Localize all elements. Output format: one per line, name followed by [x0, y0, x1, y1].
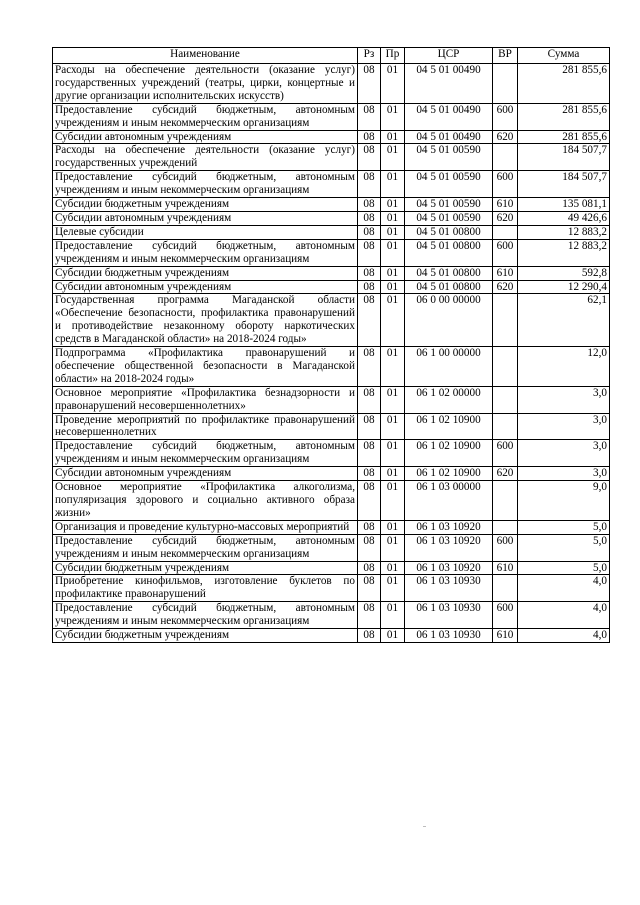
- cell-csr: 04 5 01 00590: [405, 144, 493, 171]
- cell-vr: 620: [493, 467, 518, 481]
- cell-sum: 12 883,2: [518, 225, 610, 239]
- cell-rz: 08: [358, 294, 381, 347]
- cell-sum: 12 290,4: [518, 280, 610, 294]
- cell-csr: 06 1 03 10920: [405, 561, 493, 575]
- cell-vr: 600: [493, 239, 518, 266]
- cell-csr: 06 1 02 00000: [405, 386, 493, 413]
- cell-rz: 08: [358, 347, 381, 387]
- cell-sum: 4,0: [518, 629, 610, 643]
- cell-name: Предоставление субсидий бюджетным, автономным учреждениям и иным некоммерческим организациям: [53, 440, 358, 467]
- table-row: [53, 225, 610, 239]
- cell-csr: 06 1 03 00000: [405, 481, 493, 521]
- cell-rz: 08: [358, 467, 381, 481]
- cell-name: Субсидии бюджетным учреждениям: [53, 266, 358, 280]
- cell-sum: 3,0: [518, 413, 610, 440]
- cell-pr: 01: [381, 225, 405, 239]
- cell-csr: 04 5 01 00490: [405, 103, 493, 130]
- cell-vr: 610: [493, 198, 518, 212]
- table-row: [53, 144, 610, 171]
- cell-sum: 4,0: [518, 602, 610, 629]
- cell-sum: 9,0: [518, 481, 610, 521]
- cell-vr: 600: [493, 534, 518, 561]
- cell-rz: 08: [358, 144, 381, 171]
- cell-pr: 01: [381, 239, 405, 266]
- cell-pr: 01: [381, 171, 405, 198]
- cell-name: Основное мероприятие «Профилактика безнадзорности и правонарушений несовершеннолетних»: [53, 386, 358, 413]
- cell-pr: 01: [381, 386, 405, 413]
- header-name: Наименование: [53, 48, 358, 64]
- cell-sum: 4,0: [518, 575, 610, 602]
- header-vr: ВР: [493, 48, 518, 64]
- cell-sum: 5,0: [518, 520, 610, 534]
- cell-sum: 592,8: [518, 266, 610, 280]
- cell-rz: 08: [358, 413, 381, 440]
- cell-sum: 12 883,2: [518, 239, 610, 266]
- cell-rz: 08: [358, 440, 381, 467]
- cell-name: Расходы на обеспечение деятельности (оказание услуг) государственных учреждений (театры, цирки, концертные и другие организации исполнительских искусств): [53, 64, 358, 104]
- table-row: [53, 198, 610, 212]
- cell-vr: [493, 64, 518, 104]
- cell-pr: 01: [381, 413, 405, 440]
- cell-csr: 04 5 01 00800: [405, 225, 493, 239]
- cell-csr: 04 5 01 00590: [405, 198, 493, 212]
- cell-rz: 08: [358, 130, 381, 144]
- cell-name: Проведение мероприятий по профилактике правонарушений несовершеннолетних: [53, 413, 358, 440]
- cell-vr: 600: [493, 103, 518, 130]
- cell-vr: 610: [493, 266, 518, 280]
- table-row: [53, 280, 610, 294]
- cell-pr: 01: [381, 266, 405, 280]
- table-row: [53, 629, 610, 643]
- cell-name: Предоставление субсидий бюджетным, автономным учреждениям и иным некоммерческим организациям: [53, 171, 358, 198]
- cell-pr: 01: [381, 294, 405, 347]
- table-row: [53, 347, 610, 387]
- cell-name: Государственная программа Магаданской области «Обеспечение безопасности, профилактика правонарушений и противодействие незаконному обороту наркотических средств в Магаданской области» на 2018-2024 годы»: [53, 294, 358, 347]
- cell-pr: 01: [381, 575, 405, 602]
- budget-table: [52, 47, 610, 643]
- cell-vr: 610: [493, 629, 518, 643]
- cell-csr: 04 5 01 00800: [405, 239, 493, 266]
- table-row: [53, 602, 610, 629]
- cell-pr: 01: [381, 198, 405, 212]
- cell-rz: 08: [358, 629, 381, 643]
- cell-csr: 06 1 02 10900: [405, 413, 493, 440]
- cell-vr: [493, 520, 518, 534]
- table-row: [53, 294, 610, 347]
- cell-vr: [493, 144, 518, 171]
- cell-sum: 5,0: [518, 561, 610, 575]
- table-row: [53, 171, 610, 198]
- cell-vr: 610: [493, 561, 518, 575]
- cell-vr: [493, 413, 518, 440]
- cell-name: Подпрограмма «Профилактика правонарушений и обеспечение общественной безопасности в Магаданской области» на 2018-2024 годы»: [53, 347, 358, 387]
- cell-csr: 06 1 03 10930: [405, 629, 493, 643]
- cell-name: Субсидии бюджетным учреждениям: [53, 629, 358, 643]
- table-row: [53, 534, 610, 561]
- cell-csr: 04 5 01 00590: [405, 211, 493, 225]
- cell-name: Приобретение кинофильмов, изготовление буклетов по профилактике правонарушений: [53, 575, 358, 602]
- cell-sum: 49 426,6: [518, 211, 610, 225]
- cell-csr: 06 0 00 00000: [405, 294, 493, 347]
- cell-pr: 01: [381, 347, 405, 387]
- cell-name: Субсидии автономным учреждениям: [53, 130, 358, 144]
- cell-name: Субсидии бюджетным учреждениям: [53, 561, 358, 575]
- cell-name: Организация и проведение культурно-массовых мероприятий: [53, 520, 358, 534]
- header-rz: Рз: [358, 48, 381, 64]
- table-row: [53, 467, 610, 481]
- cell-rz: 08: [358, 481, 381, 521]
- table-row: [53, 64, 610, 104]
- cell-pr: 01: [381, 534, 405, 561]
- cell-sum: 184 507,7: [518, 171, 610, 198]
- cell-pr: 01: [381, 64, 405, 104]
- cell-csr: 06 1 03 10930: [405, 575, 493, 602]
- header-pr: Пр: [381, 48, 405, 64]
- cell-name: Расходы на обеспечение деятельности (оказание услуг) государственных учреждений: [53, 144, 358, 171]
- table-row: [53, 520, 610, 534]
- cell-sum: 281 855,6: [518, 130, 610, 144]
- cell-vr: [493, 575, 518, 602]
- cell-vr: [493, 481, 518, 521]
- cell-rz: 08: [358, 602, 381, 629]
- cell-sum: 3,0: [518, 467, 610, 481]
- document-page: [52, 47, 609, 643]
- header-csr: ЦСР: [405, 48, 493, 64]
- cell-sum: 281 855,6: [518, 64, 610, 104]
- cell-sum: 5,0: [518, 534, 610, 561]
- cell-csr: 04 5 01 00490: [405, 130, 493, 144]
- cell-csr: 06 1 03 10920: [405, 534, 493, 561]
- cell-rz: 08: [358, 520, 381, 534]
- cell-csr: 04 5 01 00800: [405, 280, 493, 294]
- cell-sum: 62,1: [518, 294, 610, 347]
- cell-name: Субсидии бюджетным учреждениям: [53, 198, 358, 212]
- cell-vr: 620: [493, 280, 518, 294]
- cell-pr: 01: [381, 130, 405, 144]
- cell-csr: 04 5 01 00800: [405, 266, 493, 280]
- cell-pr: 01: [381, 211, 405, 225]
- cell-rz: 08: [358, 575, 381, 602]
- cell-rz: 08: [358, 561, 381, 575]
- cell-rz: 08: [358, 534, 381, 561]
- cell-name: Субсидии автономным учреждениям: [53, 280, 358, 294]
- scan-speck: [423, 826, 426, 827]
- table-row: [53, 440, 610, 467]
- cell-pr: 01: [381, 602, 405, 629]
- cell-pr: 01: [381, 481, 405, 521]
- cell-vr: 600: [493, 440, 518, 467]
- cell-rz: 08: [358, 64, 381, 104]
- cell-pr: 01: [381, 280, 405, 294]
- table-row: [53, 130, 610, 144]
- table-row: [53, 413, 610, 440]
- cell-csr: 06 1 02 10900: [405, 467, 493, 481]
- cell-pr: 01: [381, 629, 405, 643]
- cell-rz: 08: [358, 198, 381, 212]
- cell-name: Субсидии автономным учреждениям: [53, 467, 358, 481]
- cell-csr: 06 1 03 10920: [405, 520, 493, 534]
- cell-csr: 04 5 01 00590: [405, 171, 493, 198]
- cell-csr: 06 1 00 00000: [405, 347, 493, 387]
- cell-sum: 281 855,6: [518, 103, 610, 130]
- cell-rz: 08: [358, 266, 381, 280]
- cell-pr: 01: [381, 467, 405, 481]
- cell-vr: [493, 386, 518, 413]
- cell-vr: 620: [493, 211, 518, 225]
- cell-vr: 600: [493, 171, 518, 198]
- cell-name: Основное мероприятие «Профилактика алкоголизма, популяризация здорового и социально активного образа жизни»: [53, 481, 358, 521]
- cell-name: Субсидии автономным учреждениям: [53, 211, 358, 225]
- table-row: [53, 386, 610, 413]
- cell-sum: 12,0: [518, 347, 610, 387]
- cell-name: Предоставление субсидий бюджетным, автономным учреждениям и иным некоммерческим организациям: [53, 103, 358, 130]
- cell-vr: [493, 347, 518, 387]
- cell-pr: 01: [381, 561, 405, 575]
- cell-pr: 01: [381, 144, 405, 171]
- cell-vr: [493, 225, 518, 239]
- cell-rz: 08: [358, 280, 381, 294]
- cell-rz: 08: [358, 239, 381, 266]
- cell-name: Предоставление субсидий бюджетным, автономным учреждениям и иным некоммерческим организациям: [53, 534, 358, 561]
- cell-rz: 08: [358, 103, 381, 130]
- table-body: [53, 64, 610, 643]
- cell-rz: 08: [358, 386, 381, 413]
- header-sum: Сумма: [518, 48, 610, 64]
- table-row: [53, 575, 610, 602]
- table-row: [53, 211, 610, 225]
- table-row: [53, 561, 610, 575]
- cell-pr: 01: [381, 520, 405, 534]
- table-row: [53, 103, 610, 130]
- table-row: [53, 481, 610, 521]
- cell-sum: 3,0: [518, 440, 610, 467]
- cell-vr: 620: [493, 130, 518, 144]
- table-row: [53, 266, 610, 280]
- cell-name: Целевые субсидии: [53, 225, 358, 239]
- table-header-row: [53, 48, 610, 64]
- cell-pr: 01: [381, 440, 405, 467]
- cell-sum: 135 081,1: [518, 198, 610, 212]
- cell-sum: 3,0: [518, 386, 610, 413]
- cell-rz: 08: [358, 225, 381, 239]
- cell-rz: 08: [358, 171, 381, 198]
- cell-name: Предоставление субсидий бюджетным, автономным учреждениям и иным некоммерческим организациям: [53, 602, 358, 629]
- cell-pr: 01: [381, 103, 405, 130]
- cell-csr: 06 1 03 10930: [405, 602, 493, 629]
- cell-sum: 184 507,7: [518, 144, 610, 171]
- cell-csr: 04 5 01 00490: [405, 64, 493, 104]
- table-row: [53, 239, 610, 266]
- cell-vr: 600: [493, 602, 518, 629]
- cell-vr: [493, 294, 518, 347]
- cell-rz: 08: [358, 211, 381, 225]
- cell-csr: 06 1 02 10900: [405, 440, 493, 467]
- cell-name: Предоставление субсидий бюджетным, автономным учреждениям и иным некоммерческим организациям: [53, 239, 358, 266]
